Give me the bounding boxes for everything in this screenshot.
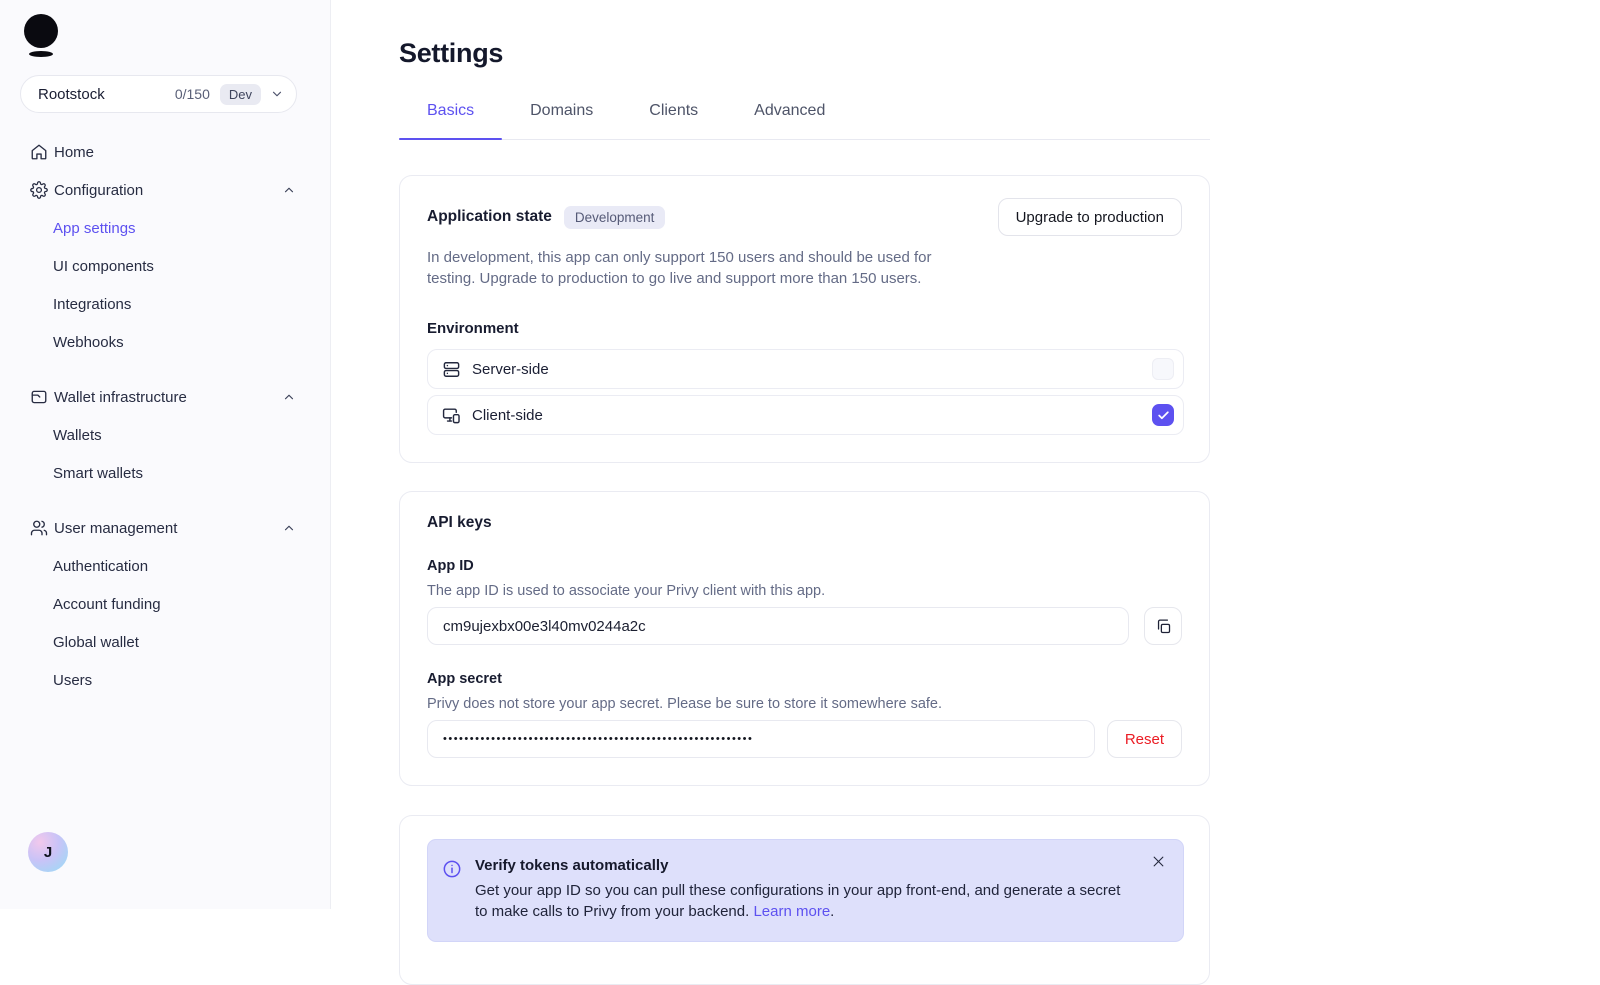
client-devices-icon [442,406,461,425]
sidebar-item-label: User management [54,519,178,537]
api-keys-card [399,491,1210,786]
banner-body: Get your app ID so you can pull these configurations in your app front-end, and generate a secret to make calls to Privy from your backend. Learn more. [475,882,1121,920]
info-icon [442,859,462,879]
app-secret-input[interactable] [427,720,1095,758]
upgrade-to-production-button[interactable]: Upgrade to production [998,198,1182,236]
sidebar-item-label: Home [54,143,95,161]
env-badge: Dev [220,84,261,105]
app-id-input[interactable] [427,607,1129,645]
application-state-description: In development, this app can only support 150 users and should be used for testing. Upgrade to production to go live and support more than 150 users. [427,249,932,287]
user-avatar[interactable]: J [28,832,68,872]
tab-clients[interactable]: Clients [649,102,699,119]
sidebar-item-integrations[interactable]: Integrations [53,295,132,313]
development-badge: Development [564,206,666,229]
app-id-label: App ID [427,558,474,574]
sidebar-item-webhooks[interactable]: Webhooks [53,333,124,351]
sidebar-item-account-funding[interactable]: Account funding [53,595,161,613]
client-side-checkbox[interactable] [1152,404,1174,426]
api-keys-title: API keys [427,514,492,531]
application-state-title: Application state [427,208,552,225]
workspace-name: Rootstock [38,85,105,103]
application-state-card [399,175,1210,463]
banner-close-button[interactable] [1149,852,1168,871]
settings-tabs [399,102,1210,140]
sidebar-item-app-settings[interactable]: App settings [53,219,136,237]
server-side-checkbox[interactable] [1152,358,1174,380]
main-content [331,0,1600,920]
tab-basics[interactable]: Basics [399,102,502,139]
close-icon [1151,854,1166,869]
client-side-row [427,395,1184,435]
sidebar-item-wallets[interactable]: Wallets [53,426,102,444]
privy-logo-icon [24,14,58,58]
check-icon [1157,409,1170,422]
users-icon [30,519,48,537]
server-side-label: Server-side [472,360,549,378]
sidebar-item-ui-components[interactable]: UI components [53,257,154,275]
app-secret-label: App secret [427,671,502,687]
workspace-selector[interactable] [20,75,297,113]
client-side-label: Client-side [472,406,543,424]
tab-advanced[interactable]: Advanced [754,102,826,119]
environment-label: Environment [427,320,519,337]
server-side-row [427,349,1184,389]
sidebar-item-user-management[interactable] [20,509,310,547]
copy-icon [1155,618,1172,635]
user-quota: 0/150 [174,86,210,102]
banner-title: Verify tokens automatically [475,857,669,874]
sidebar-nav [20,133,310,699]
verify-tokens-banner [427,839,1184,942]
token-verification-card [399,815,1210,985]
server-icon [442,360,461,379]
app-id-description: The app ID is used to associate your Privy client with this app. [427,583,826,599]
sidebar-item-users[interactable]: Users [53,671,93,689]
sidebar-item-authentication[interactable]: Authentication [53,557,149,575]
sidebar-item-label: Wallet infrastructure [54,388,187,406]
copy-app-id-button[interactable] [1144,607,1182,645]
learn-more-link[interactable]: Learn more [753,903,831,920]
app-secret-description: Privy does not store your app secret. Please be sure to store it somewhere safe. [427,696,943,712]
sidebar-item-label: Configuration [54,181,144,199]
reset-app-secret-button[interactable]: Reset [1107,720,1182,758]
tab-domains[interactable]: Domains [530,102,594,119]
sidebar-item-wallet-infrastructure[interactable] [20,378,310,416]
sidebar-item-configuration[interactable] [20,171,310,209]
wallet-icon [30,388,48,406]
chevron-up-icon [282,390,296,404]
sidebar-item-global-wallet[interactable]: Global wallet [53,633,139,651]
chevron-up-icon [282,521,296,535]
page-title: Settings [399,38,504,68]
home-icon [30,143,48,161]
sidebar-item-smart-wallets[interactable]: Smart wallets [53,464,144,482]
sidebar [0,0,331,909]
chevron-down-icon [270,87,284,101]
gear-icon [30,181,48,199]
chevron-up-icon [282,183,296,197]
sidebar-item-home[interactable] [20,133,310,171]
